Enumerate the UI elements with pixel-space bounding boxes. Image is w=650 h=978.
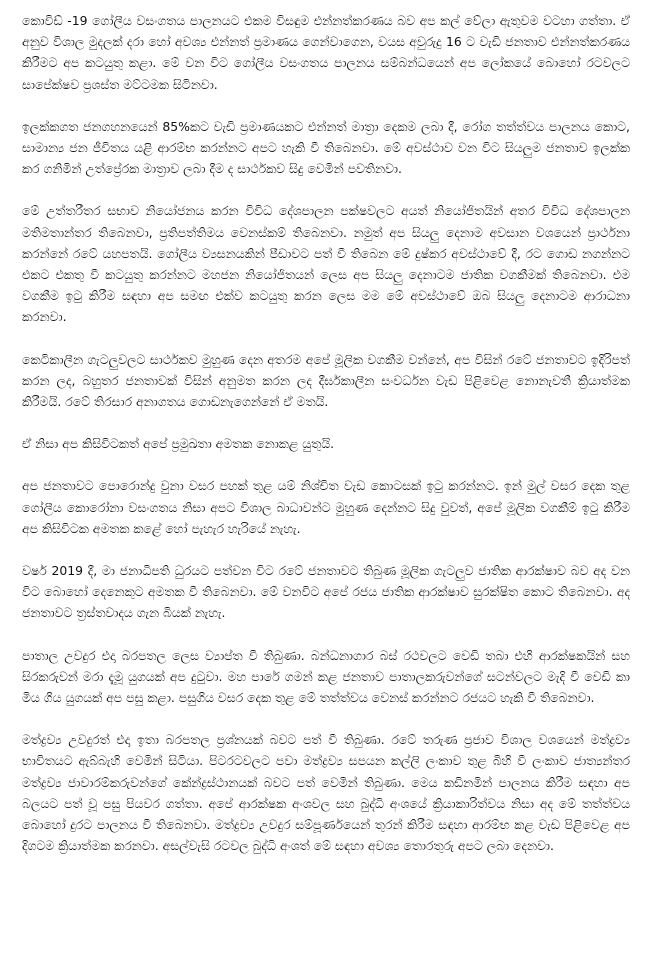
paragraph-long-term-development: කෙටිකාලීන ගැටලුවලට සාර්ථකව මුහුණ දෙන අතරම අපේ මූලික වගකීම වන්නේ, අප විසින් රටේ ජනතාවට ඉදිරිපත් කරන ලද, බහුතර ජනතාවක් විසින් අනුමත කරන ලද දීර්ඝකාලීන සංවර්ධන වැඩ පිළිවෙළ නොනැවතී ක්‍රියාත්මක කිරීමයි. රටේ තිරසාර අනාගතය ගොඩනැගෙන්නේ ඒ මතයි. bbox=[22, 351, 630, 410]
paragraph-underworld: පාතාල උවදුර එදා බරපතල ලෙස ව්‍යාප්ත වී තිබුණා. බන්ධනාගාර බස් රථවලට වෙඩි තබා එහි ආරක්ෂකයින් සහ සිරකරුවන් මරා දැමූ යුගයක් අප දුටුවා. මහ පාරේ ගමන් කළ ජනතාව පාතාලකරුවන්ගේ සටන්වලට මැදි වී වෙඩි කා මිය ගිය යුගයක් අප පසු කළා. පසුගිය වසර දෙක තුළ මේ තත්ත්වය වෙනස් කරන්නට රජයට හැකි වී තිබෙනවා. bbox=[22, 647, 630, 706]
paragraph-drugs: මත්ද්‍රව්‍ය උවදුරත් එදා ඉතා බරපතල ප්‍රශ්නයක් බවට පත් වී තිබුණා. රටේ තරුණ ප්‍රජාව විශාල වශයෙන් මත්ද්‍රව්‍ය භාවිතයට ඇබ්බැහි වෙමින් සිටියා. පිටරටවලට පවා මත්ද්‍රව්‍ය සපයන කල්ලි ලංකාව තුළ බිහි වී ලංකාව ජාත්‍යන්තර මත්ද්‍රව්‍ය ජාවාරම්කරුවන්ගේ කේන්ද්‍රස්ථානයක් බවට පත් වෙමින් තිබුණා. මෙය කඩිනමින් පාලනය කිරීම සඳහා අප බලයට පත් වූ පසු පියවර ගත්තා. අපේ ආරක්ෂක අංශවල සහ බුද්ධි අංශයේ ක්‍රියාකාරිත්වය නිසා අද මේ තත්ත්වය බොහෝ දුරට පාලනය වී තිබෙනවා. මත්ද්‍රව්‍ය උවදුර සම්පූර්ණයෙන් තුරන් කිරීම සඳහා ආරම්භ කළ වැඩ පිළිවෙළ අප දිගටම ක්‍රියාත්මක කරනවා. අසල්වැසි රටවල බුද්ධි අංශත් මේ සඳහා අවශ්‍ය තොරතුරු අපට ලබා දෙනවා. bbox=[22, 732, 630, 854]
document-page bbox=[22, 10, 630, 878]
paragraph-promises: අප ජනතාවට පොරොන්දු වුනා වසර පහක් තුළ යම් නිශ්චිත වැඩ කොටසක් ඉටු කරන්නට. ඉන් මුල් වසර දෙක තුළ ගෝලීය කොරෝනා වසංගතය නිසා අපට විශාල බාධාවන්ට මුහුණ දෙන්නට සිදු වුවත්, අපේ මූලික වගකීම් ඉටු කිරීම අප කිසිවිටක අමතක කළේ හෝ පැහැර හැරියේ නැහැ. bbox=[22, 478, 630, 536]
paragraph-target-population: ඉලක්කගත ජනගහනයෙන් 85%කට වැඩි ප්‍රමාණයකට එන්නත් මාත්‍රා දෙකම ලබා දී, රෝග තත්ත්වය පාලනය කොට, සාමාන්‍ය ජන ජීවිතය යළි ආරම්භ කරන්නට අපට හැකි වී තිබෙනවා. මේ අවස්ථාව වන විට සියලුම ජනතාව ඉලක්ක කර ගනිමින් උත්ප්‍රේරක මාත්‍රාව ලබා දීම ද සාර්ථකව සිදු වෙමින් පවතිනවා. bbox=[22, 118, 630, 177]
paragraph-national-responsibility: මේ උත්තරීතර සභාව නියෝජනය කරන විවිධ දේශපාලන පක්ෂවලට අයත් නියෝජිතයින් අතර විවිධ දේශපාලන මතිමතාන්තර තිබෙනවා, ප්‍රතිපත්තිමය වෙනස්කම් තිබෙනවා. නමුත් අප සියලු දෙනාම අවසාන වශයෙන් ප්‍රාර්ථනා කරන්නේ රටේ යහපතයි. ගෝලීය ව්‍යසනයකින් පීඩාවට පත් වී තිබෙන මේ දුෂ්කර අවස්ථාවේ දී, රට ගොඩ නගන්නට එකට එකතු වී කටයුතු කරන්නට මහජන නියෝජිතයන් ලෙස අප සියලු දෙනාටම ජාතික වගකීමක් තිබෙනවා. එම වගකීම ඉටු කිරීම සඳහා අප සමඟ එක්ව කටයුතු කරන ලෙස මම මේ අවස්ථාවේ ඔබ සියලු දෙනාටම ආරාධනා කරනවා. bbox=[22, 203, 630, 325]
paragraph-priorities: ඒ නිසා අප කිසිවිටකත් අපේ ප්‍රමුඛතා අමතක නොකළ යුතුයි. bbox=[22, 436, 335, 452]
paragraph-vaccination: කොවිඩ් -19 ගෝලීය වසංගතය පාලනයට එකම විසඳුම එන්නත්කරණය බව අප කල් වේලා ඇතුවම වටහා ගත්තා. ඒ අනුව විශාල මුදලක් දරා හෝ අවශ්‍ය එන්නත් ප්‍රමාණය ගෙන්වාගෙන, වයස අවුරුදු 16 ට වැඩි ජනතාව එන්නත්කරණය කිරීමට අප කටයුතු කළා. මේ වන විට ගෝලීය වසංගතය පාලනය සම්බන්ධයෙන් අප ලෝකයේ බොහෝ රටවලට සාපේක්ෂව ප්‍රශස්ත මට්ටමක සිටිනවා. bbox=[22, 13, 630, 92]
paragraph-national-security: වර්ෂ 2019 දී, මා ජනාධිපති ධුරයට පත්වන විට රටේ ජනතාවට තිබුණ මූලික ගැටලුව ජාතික ආරක්ෂාව බව අද වන විට බොහෝ දෙනෙකුට අමතක වී තිබෙනවා. මේ වනවිට අපේ රජය ජාතික ආරක්ෂාව සුරක්ෂිත කොට තිබෙනවා. අද ජනතාවට ත්‍රස්තවාදය ගැන බියක් නැහැ. bbox=[22, 563, 630, 621]
